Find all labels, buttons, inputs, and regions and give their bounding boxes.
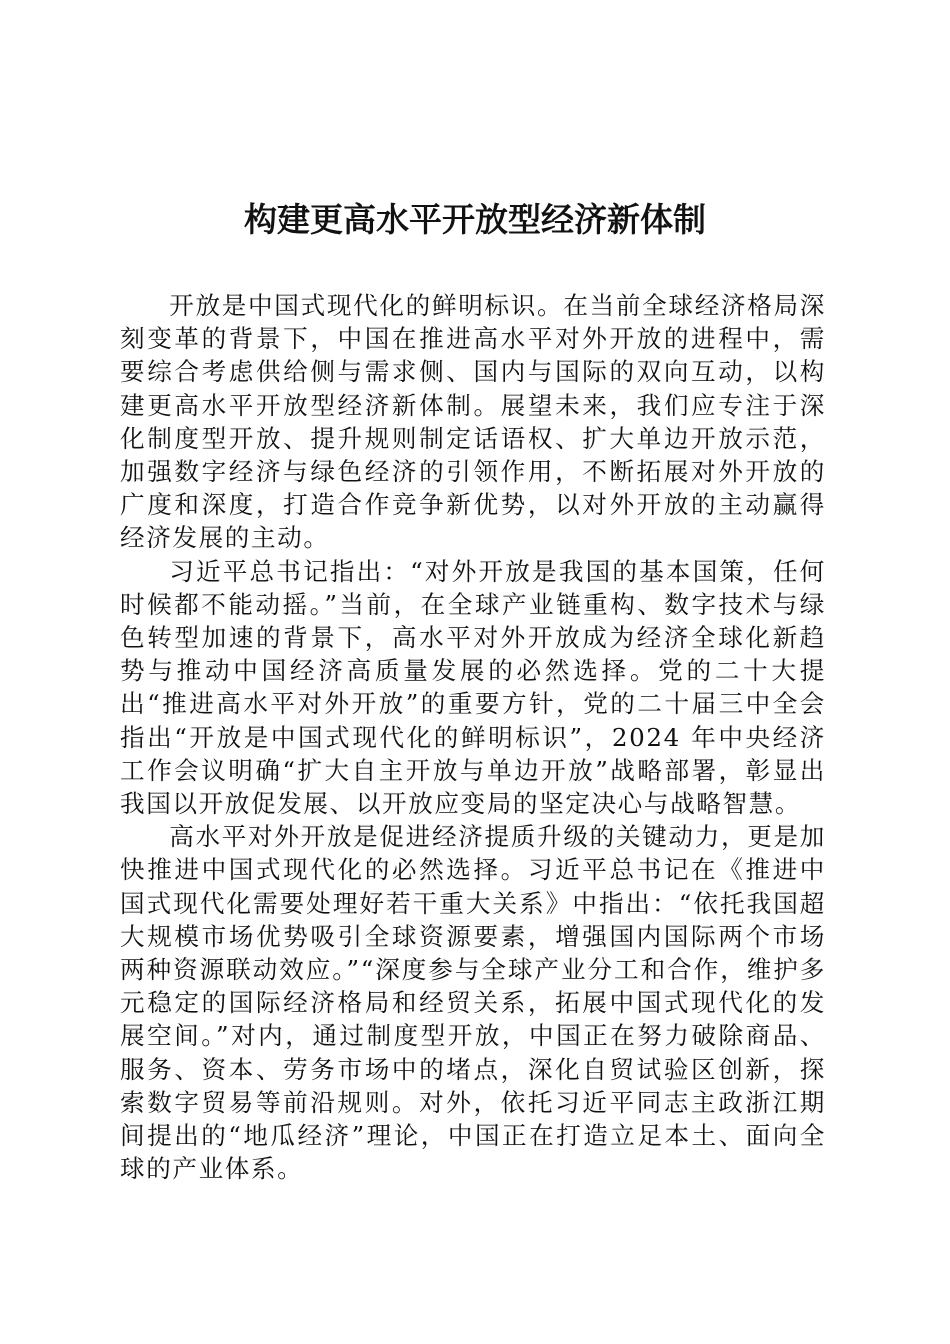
paragraph-3: 高水平对外开放是促进经济提质升级的关键动力，更是加快推进中国式现代化的必然选择。习近平总书记在《推进中国式现代化需要处理好若干重大关系》中指出：“依托我国超大规模市场优势吸引全球资源要素，增强国内国际两个市场两种资源联动效应。”“深度参与全球产业分工和合作，维护多元稳定的国际经济格局和经贸关系，拓展中国式现代化的发展空间。”对内，通过制度型开放，中国正在努力破除商品、服务、资本、劳务市场中的堵点，深化自贸试验区创新，探索数字贸易等前沿规则。对外，依托习近平同志主政浙江期间提出的“地瓜经济”理论，中国正在打造立足本土、面向全球的产业体系。 [120, 822, 826, 1184]
paragraph-1: 开放是中国式现代化的鲜明标识。在当前全球经济格局深刻变革的背景下，中国在推进高水平对外开放的进程中，需要综合考虑供给侧与需求侧、国内与国际的双向互动，以构建更高水平开放型经济新体制。展望未来，我们应专注于深化制度型开放、提升规则制定话语权、扩大单边开放示范，加强数字经济与绿色经济的引领作用，不断拓展对外开放的广度和深度，打造合作竞争新优势，以对外开放的主动赢得经济发展的主动。 [120, 291, 826, 553]
document-title: 构建更高水平开放型经济新体制 [244, 200, 706, 239]
paragraph-2: 习近平总书记指出：“对外开放是我国的基本国策，任何时候都不能动摇。”当前，在全球产业链重构、数字技术与绿色转型加速的背景下，高水平对外开放成为经济全球化新趋势与推动中国经济高质量发展的必然选择。党的二十大提出“推进高水平对外开放”的重要方针，党的二十届三中全会指出“开放是中国式现代化的鲜明标识”，2024 年中央经济工作会议明确“扩大自主开放与单边开放”战略部署，彰显出我国以开放促发展、以开放应变局的坚定决心与战略智慧。 [120, 556, 826, 819]
document-body [120, 289, 826, 1185]
